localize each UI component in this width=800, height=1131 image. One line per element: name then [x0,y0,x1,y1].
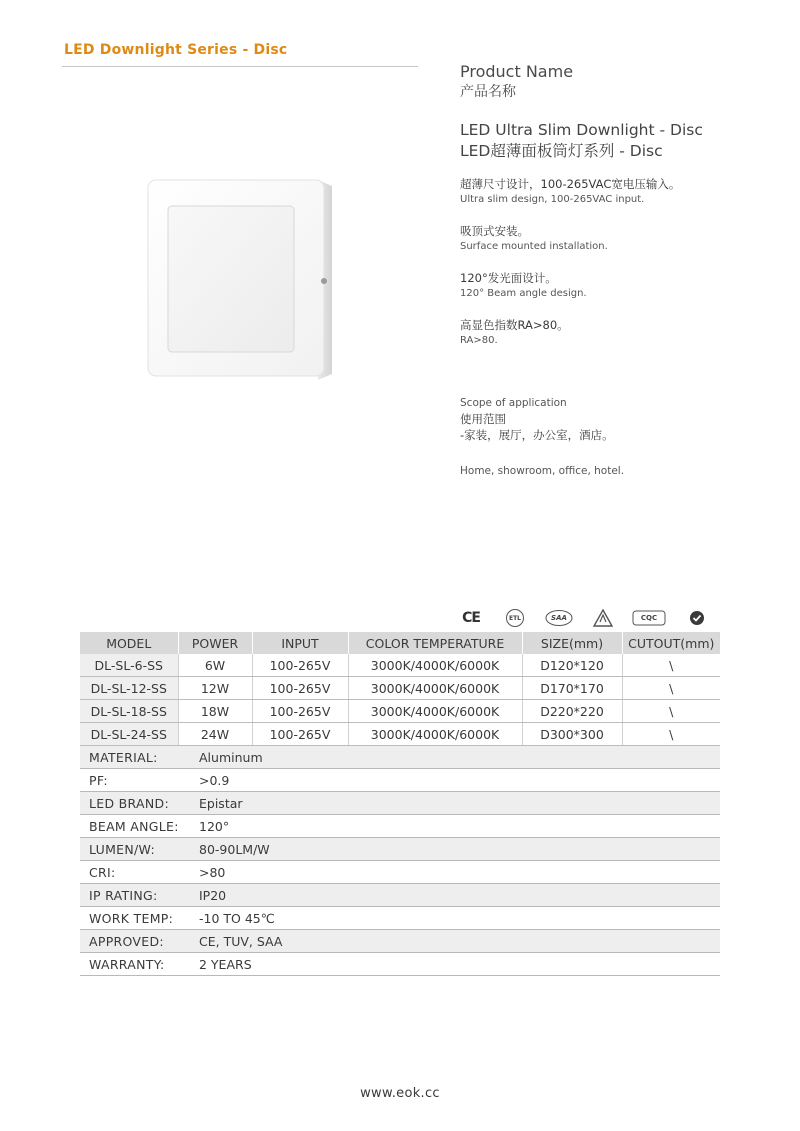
scope-label-en: Scope of application [460,397,567,409]
table-cell: \ [622,654,720,677]
property-value: IP20 [199,887,227,903]
feature-item [460,270,780,301]
table-cell: 3000K/4000K/6000K [348,700,522,723]
product-title-cn: LED超薄面板筒灯系列 - Disc [460,142,663,160]
table-cell: 3000K/4000K/6000K [348,723,522,746]
table-cell: DL-SL-12-SS [80,677,178,700]
property-value: 120° [199,818,230,834]
certification-marks [460,608,720,628]
footer-website: www.eok.cc [360,1086,440,1101]
scope-label-cn: 使用范围 [460,412,506,426]
property-value: CE, TUV, SAA [199,933,283,949]
feature-cn: 超薄尺寸设计，100-265VAC宽电压输入。 [460,177,681,191]
property-value: 2 YEARS [199,956,252,972]
table-cell: D300*300 [522,723,622,746]
feature-item [460,176,780,207]
property-row-pf [80,769,720,792]
product-info [460,62,780,348]
feature-en: RA>80. [460,335,498,346]
table-row [80,723,720,746]
table-cell: D220*220 [522,700,622,723]
column-header: INPUT [252,632,348,654]
property-row-beam-angle [80,815,720,838]
table-cell: \ [622,700,720,723]
product-name-label-cn: 产品名称 [460,84,516,100]
table-cell: D120*120 [522,654,622,677]
property-value: >0.9 [199,772,230,788]
scope-detail-cn: -家装，展厅，办公室，酒店。 [460,428,614,442]
ccc-mark-icon [688,608,706,628]
property-label: BEAM ANGLE: [89,818,179,834]
table-cell: \ [622,723,720,746]
table-cell: 24W [178,723,252,746]
column-header: MODEL [106,635,152,651]
table-cell: 12W [178,677,252,700]
property-value: >80 [199,864,226,880]
property-label: LUMEN/W: [89,841,155,857]
feature-cn: 高显色指数RA>80。 [460,318,569,332]
saa-mark-text: SAA [551,614,567,622]
product-name-label-en: Product Name [460,62,574,81]
product-photo [146,178,336,380]
scope-detail-en: Home, showroom, office, hotel. [460,465,625,477]
property-label: IP RATING: [89,887,158,903]
feature-en: 120° Beam angle design. [460,288,587,299]
table-cell: 3000K/4000K/6000K [348,654,522,677]
header-divider [62,66,418,67]
table-cell: D170*170 [522,677,622,700]
properties-list [80,746,720,976]
column-header: COLOR TEMPERATURE [348,632,522,654]
column-header: SIZE(mm) [522,632,622,654]
property-row-cri [80,861,720,884]
property-label: CRI: [89,864,116,880]
property-label: PF: [89,772,108,788]
series-title: LED Downlight Series - Disc [64,42,288,58]
feature-cn: 吸顶式安装。 [460,224,529,238]
property-value: 80-90LM/W [199,841,270,857]
table-cell: 100-265V [252,723,348,746]
table-cell: 3000K/4000K/6000K [348,677,522,700]
table-cell: 100-265V [252,700,348,723]
property-row-lumen [80,838,720,861]
table-cell: \ [622,677,720,700]
property-label: LED BRAND: [89,795,169,811]
table-row [80,654,720,677]
feature-en: Surface mounted installation. [460,241,608,252]
spec-table-header [80,632,720,654]
cqc-mark-text: CQC [640,614,658,622]
ce-mark-text: CE [462,610,480,626]
table-cell: 18W [178,700,252,723]
property-row-material [80,746,720,769]
column-header: POWER [178,632,252,654]
feature-en: Ultra slim design, 100-265VAC input. [460,194,645,205]
rcm-mark-icon [592,608,614,628]
table-cell: 100-265V [252,654,348,677]
feature-item [460,317,780,348]
table-cell: 100-265V [252,677,348,700]
ce-mark-icon [460,608,482,628]
saa-mark-icon [544,608,574,628]
scope-of-application [460,395,780,479]
spec-table [80,632,720,746]
column-header: CUTOUT(mm) [622,632,720,654]
product-title-en: LED Ultra Slim Downlight - Disc [460,121,703,139]
property-row-led-brand [80,792,720,815]
feature-cn: 120°发光面设计。 [460,271,557,285]
etl-mark-text: ETL [508,614,521,622]
property-row-warranty [80,953,720,976]
property-label: APPROVED: [89,933,164,949]
property-label: WARRANTY: [89,956,165,972]
table-cell: DL-SL-24-SS [80,723,178,746]
property-value: Aluminum [199,749,263,765]
property-row-work-temp [80,907,720,930]
feature-item [460,223,780,254]
table-cell: 6W [178,654,252,677]
property-row-approved [80,930,720,953]
property-value: Epistar [199,795,243,811]
property-value: -10 TO 45℃ [199,910,275,926]
table-cell: DL-SL-6-SS [80,654,178,677]
table-row [80,677,720,700]
property-label: MATERIAL: [89,749,158,765]
table-row [80,700,720,723]
cqc-mark-icon [632,608,666,628]
property-label: WORK TEMP: [89,910,174,926]
property-row-ip-rating [80,884,720,907]
table-cell: DL-SL-18-SS [80,700,178,723]
etl-mark-icon [504,608,526,628]
